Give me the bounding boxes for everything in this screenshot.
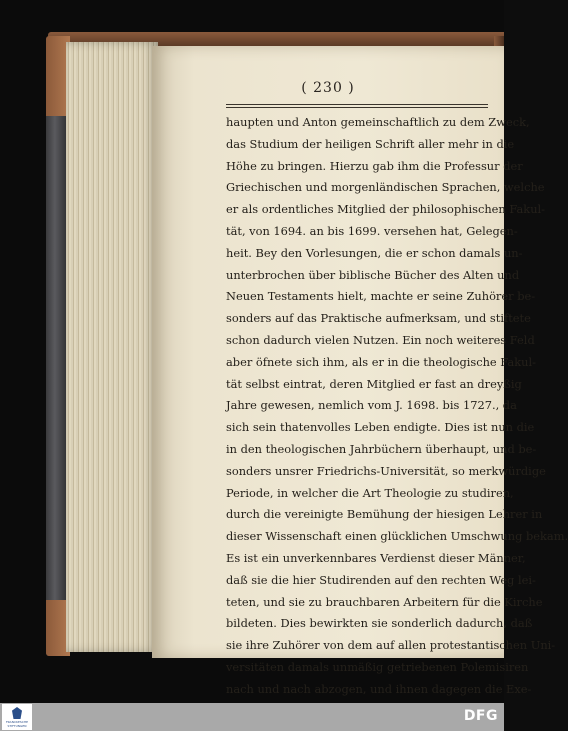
library-emblem-icon (12, 707, 22, 719)
text-line: unterbrochen über biblische Bücher des Alten und (226, 267, 520, 282)
text-line: tät selbst eintrat, deren Mitglied er fast an dreyßig (226, 376, 522, 391)
viewer-footer-bar (0, 703, 504, 731)
text-line: Höhe zu bringen. Hierzu gab ihm die Professur der (226, 158, 523, 173)
text-line: haupten und Anton gemeinschaftlich zu dem Zweck, (226, 115, 530, 129)
library-logo-text: FRANCKESCHE STIFTUNGEN (5, 720, 29, 728)
library-logo[interactable] (2, 704, 32, 730)
text-line: Griechischen und morgenländischen Sprachen, welche (226, 180, 545, 195)
text-line: sich sein thatenvolles Leben endigte. Dies ist nun die (226, 420, 535, 435)
text-line: schon dadurch vielen Nutzen. Ein noch weiteres Feld (226, 332, 535, 347)
text-line: tät, von 1694. an bis 1699. versehen hat, Gelegen- (226, 223, 518, 238)
text-line: nach und nach abzogen, und ihnen dagegen die Exe- (226, 681, 532, 696)
page-text (226, 112, 568, 722)
text-line: sonders unsrer Friedrichs-Universität, so merkwürdige (226, 463, 546, 478)
text-line: sonders auf das Praktische aufmerksam, und stiftete (226, 311, 531, 326)
text-line: Jahre gewesen, nemlich vom J. 1698. bis 1727., da (226, 398, 517, 413)
text-line: das Studium der heiligen Schrift aller mehr in die (226, 136, 515, 151)
text-line: in den theologischen Jahrbüchern überhaupt, und be- (226, 441, 537, 456)
page-edges (66, 42, 158, 652)
text-line: Neuen Testaments hielt, machte er seine Zuhörer be- (226, 289, 536, 304)
text-line: versitäten damals unmäßig getriebenen Polemisiren (226, 659, 529, 674)
text-line: bildeten. Dies bewirkten sie sonderlich dadurch, daß (226, 616, 533, 631)
dfg-logo[interactable]: DFG (463, 708, 498, 724)
text-line: daß sie die hier Studirenden auf den rechten Weg lei- (226, 572, 536, 587)
book-cover-spine (46, 38, 68, 656)
text-line: Periode, in welcher die Art Theologie zu studiren, (226, 485, 514, 500)
book-page (152, 46, 568, 696)
text-line: teten, und sie zu brauchbaren Arbeitern für die Kirche (226, 594, 543, 609)
text-line: sie ihre Zuhörer von dem auf allen protestantischen Uni- (226, 638, 556, 653)
text-line: durch die vereinigte Bemühung der hiesigen Lehrer in (226, 507, 543, 522)
page-number: ( 230 ) (301, 80, 355, 96)
text-line: dieser Wissenschaft einen glücklichen Umschwung bekam. (226, 529, 568, 544)
header-rule (226, 104, 488, 108)
text-line: aber öfnete sich ihm, als er in die theologische Fakul- (226, 354, 536, 369)
text-line: heit. Bey den Vorlesungen, die er schon damals un- (226, 245, 523, 260)
text-line: Es ist ein unverkennbares Verdienst dieser Männer, (226, 550, 526, 565)
text-line: er als ordentliches Mitglied der philosophischen Fakul- (226, 202, 546, 217)
